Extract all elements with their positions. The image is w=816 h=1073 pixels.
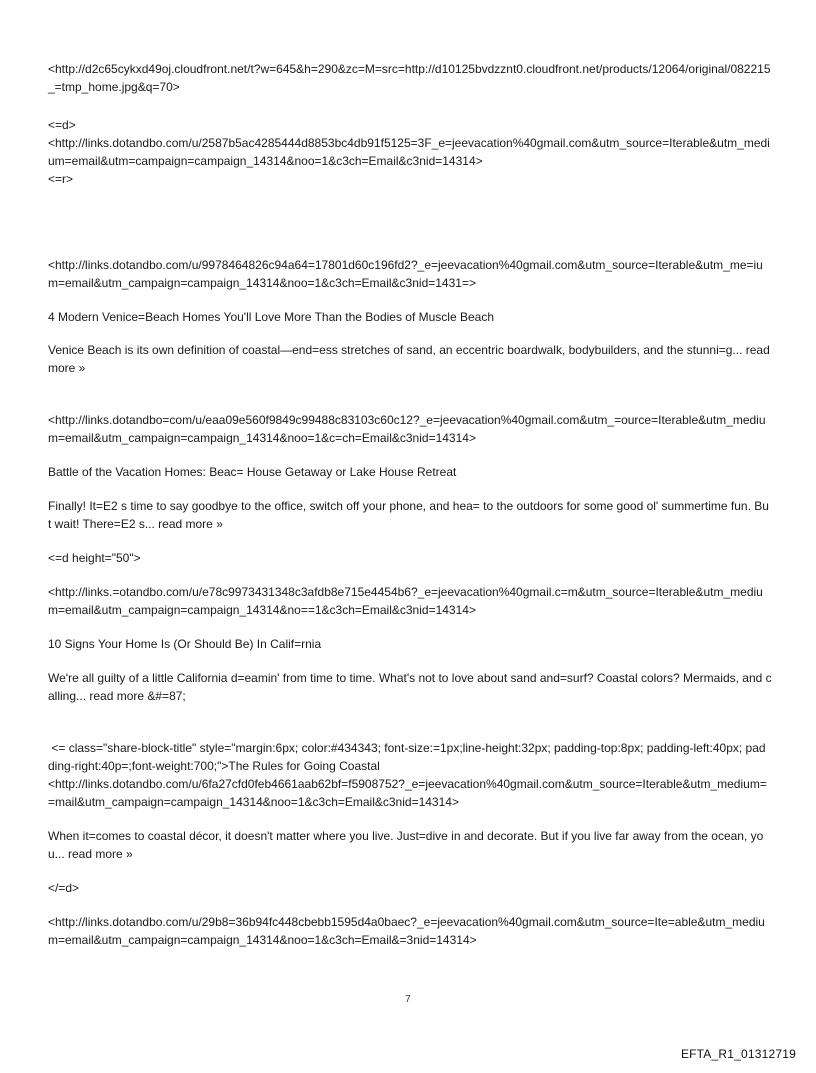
link-block-5: <http://links.dotandbo.com/u/29b8=36b94fc448cbebb1595d4a0baec?_e=jeevacation%40gmail.com&utm_source=Ite=able&utm_medium=email&utm_campaign=campaign_14314&noo=1&c3ch=Email&=3nid=14314> xyxy=(48,915,765,947)
link-block-2: <http://links.dotandbo.com/u/9978464826c94a64=17801d60c196fd2?_e=jeevacation%40gmail.com&utm_source=Iterable&utm_me=ium=email&utm_campaign=campaign_14314&noo=1&c3ch=Email&c3nid=1431=> xyxy=(48,258,763,290)
image-url-line: <http://d2c65cykxd49oj.cloudfront.net/t?w=645&h=290&zc=M=src=http://d10125bvdzznt0.cloudfront.net/products/12064/original/082215_=tmp_home.jpg&q=70> xyxy=(48,62,771,94)
article-excerpt-vacation-homes: Finally! It=E2 s time to say goodbye to the office, switch off your phone, and hea= to the outdoors for some good ol' summertime fun. But wait! There=E2 s... read more » xyxy=(48,499,769,531)
html-fragment-close-td: </=d> xyxy=(48,881,80,895)
article-title-california: 10 Signs Your Home Is (Or Should Be) In Calif=rnia xyxy=(48,637,322,651)
article-excerpt-venice: Venice Beach is its own definition of coastal—end=ess stretches of sand, an eccentric boardwalk, bodybuilders, and the stunni=g... read more » xyxy=(48,343,774,375)
share-block-fragment: <= class="share-block-title" style="margin:6px; color:#434343; font-size:=1px;line-height:32px; padding-top:8px; padding-left:40px; padding-right:40p=;font-weight:700;">The Rules for Going Coastal <http://links.dotandbo.com/u/6fa27cfd0feb4661aab62bf=f5908752?_e=jeevacation%40gmail.com&utm_source=Iterable&utm_medium==mail&utm_campaign=campaign_14314&noo=1&c3ch=Email&c3nid=14314> xyxy=(48,741,767,809)
bates-number: EFTA_R1_01312719 xyxy=(680,1047,796,1061)
article-title-vacation-homes: Battle of the Vacation Homes: Beac= House Getaway or Lake House Retreat xyxy=(48,465,457,479)
document-body xyxy=(48,60,772,949)
article-excerpt-coastal: When it=comes to coastal décor, it doesn't matter where you live. Just=dive in and decorate. But if you live far away from the ocean, you... read more » xyxy=(48,829,764,861)
article-excerpt-california: We're all guilty of a little California d=eamin' from time to time. What's not to love about sand and=surf? Coastal colors? Mermaids, and calling... read more &#=87; xyxy=(48,671,772,703)
link-block-3: <http://links.dotandbo=com/u/eaa09e560f9849c99488c83103c60c12?_e=jeevacation%40gmail.com&utm_=ource=Iterable&utm_medium=email&utm_campaign=campaign_14314&noo=1&c=ch=Email&c3nid=14314> xyxy=(48,413,766,445)
link-block-4: <http://links.=otandbo.com/u/e78c9973431348c3afdb8e715e4454b6?_e=jeevacation%40gmail.c=m&utm_source=Iterable&utm_medium=email&utm_campaign=campaign_14314&no==1&c3ch=Email&c3nid=14314> xyxy=(48,585,763,617)
link-block-1: <=d> <http://links.dotandbo.com/u/2587b5ac4285444d8853bc4db91f5125=3F_e=jeevacation%40gmail.com&utm_source=Iterable&utm_medium=email&utm=campaign=campaign_14314&noo=1&c3ch=Email&c3nid=14314> <=r> xyxy=(48,118,770,186)
html-fragment-td: <=d height="50"> xyxy=(48,551,141,565)
page-number: 7 xyxy=(405,994,411,1005)
article-title-venice: 4 Modern Venice=Beach Homes You'll Love More Than the Bodies of Muscle Beach xyxy=(48,310,495,324)
